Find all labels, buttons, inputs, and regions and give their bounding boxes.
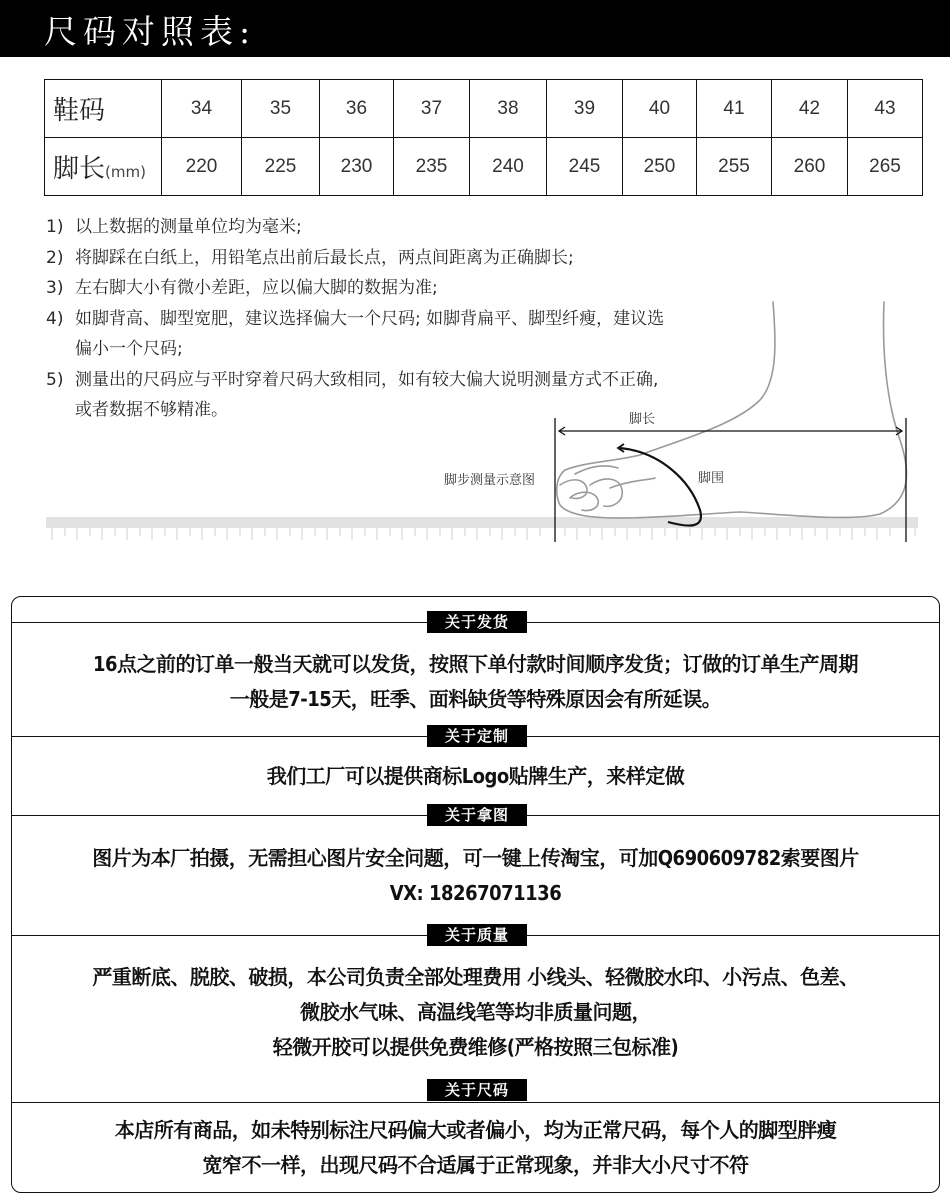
foot-length-row — [45, 138, 923, 196]
length-cell: 240 — [470, 138, 547, 196]
section-line: 一般是7-15天，旺季、面料缺货等特殊原因会有所延误。 — [229, 687, 722, 711]
size-cell: 38 — [470, 80, 547, 138]
foot-length-diagram-label: 脚长 — [629, 412, 656, 427]
section-line: 严重断底、脱胶、破损，本公司负责全部处理费用 小线头、轻微胶水印、小污点、色差、 — [92, 965, 859, 989]
note-continuation: 或者数据不够精准。 — [75, 400, 228, 420]
section-body-sizing — [12, 1113, 939, 1183]
note-text: 左右脚大小有微小差距，应以偏大脚的数据为准; — [75, 278, 438, 298]
note-continuation: 偏小一个尺码; — [75, 339, 183, 359]
section-tag-customization: 关于定制 — [427, 725, 527, 747]
section-divider — [12, 1102, 939, 1103]
size-cell: 42 — [772, 80, 848, 138]
note-text: 将脚踩在白纸上，用铅笔点出前后最长点，两点间距离为正确脚长; — [75, 247, 574, 268]
measurement-notes — [46, 212, 766, 426]
section-body-quality — [12, 960, 939, 1065]
section-line: 16点之前的订单一般当天就可以发货，按照下单付款时间顺序发货；订做的订单生产周期 — [92, 652, 859, 676]
section-line: 图片为本厂拍摄，无需担心图片安全问题，可一键上传淘宝，可加Q690609782索要图片 — [92, 846, 859, 870]
length-cell: 245 — [547, 138, 623, 196]
length-cell: 230 — [320, 138, 394, 196]
size-cell: 43 — [848, 80, 923, 138]
size-cell: 34 — [162, 80, 242, 138]
header-bar — [0, 0, 950, 57]
section-tag-quality: 关于质量 — [427, 924, 527, 946]
length-cell: 260 — [772, 138, 848, 196]
note-item — [46, 304, 766, 335]
shoe-size-label: 鞋码 — [45, 80, 162, 138]
note-text: 如脚背高、脚型宽肥，建议选择偏大一个尺码; 如脚背扁平、脚型纤瘦，建议选 — [75, 308, 665, 329]
note-item — [46, 365, 766, 396]
length-cell: 225 — [242, 138, 320, 196]
note-number: 3) — [46, 278, 64, 298]
note-item — [46, 212, 766, 243]
note-number: 2) — [46, 247, 64, 268]
section-body-shipping — [12, 647, 939, 717]
note-item — [46, 273, 766, 304]
contact-line: VX: 18267071136 — [389, 881, 562, 905]
size-cell: 40 — [623, 80, 697, 138]
size-cell: 35 — [242, 80, 320, 138]
note-text: 测量出的尺码应与平时穿着尺码大致相同，如有较大偏大说明测量方式不正确, — [75, 369, 659, 390]
note-text: 以上数据的测量单位均为毫米; — [75, 217, 302, 237]
section-tag-images: 关于拿图 — [427, 804, 527, 826]
foot-length-label — [45, 138, 162, 196]
section-line: 本店所有商品，如未特别标注尺码偏大或者偏小，均为正常尺码，每个人的脚型胖瘦 — [114, 1118, 837, 1142]
length-cell: 255 — [697, 138, 772, 196]
page-title: 尺码对照表: — [44, 12, 257, 51]
shoe-size-row — [45, 80, 923, 138]
note-item — [46, 243, 766, 274]
note-number: 1) — [46, 217, 64, 237]
diagram-caption: 脚步测量示意图 — [444, 473, 536, 488]
size-chart-table — [44, 79, 923, 196]
length-cell: 265 — [848, 138, 923, 196]
note-number: 4) — [46, 308, 64, 329]
note-number: 5) — [46, 369, 64, 390]
length-cell: 235 — [394, 138, 470, 196]
section-line: 宽窄不一样，出现尺码不合适属于正常现象，并非大小尺寸不符 — [202, 1153, 749, 1177]
unit-label: (mm) — [105, 163, 146, 181]
section-tag-shipping: 关于发货 — [427, 611, 527, 633]
section-body-images — [12, 841, 939, 911]
size-cell: 41 — [697, 80, 772, 138]
foot-length-text: 脚长 — [53, 154, 106, 184]
size-cell: 39 — [547, 80, 623, 138]
section-line: 微胶水气味、高温线笔等均非质量问题， — [300, 1000, 651, 1024]
section-tag-sizing: 关于尺码 — [427, 1079, 527, 1101]
section-body-customization — [12, 759, 939, 794]
section-line: 我们工厂可以提供商标Logo贴牌生产，来样定做 — [266, 764, 685, 788]
length-cell: 250 — [623, 138, 697, 196]
section-line: 轻微开胶可以提供免费维修(严格按照三包标准) — [272, 1035, 679, 1059]
size-cell: 36 — [320, 80, 394, 138]
length-cell: 220 — [162, 138, 242, 196]
size-cell: 37 — [394, 80, 470, 138]
store-policy-box — [11, 596, 940, 1193]
foot-girth-diagram-label: 脚围 — [698, 471, 725, 486]
